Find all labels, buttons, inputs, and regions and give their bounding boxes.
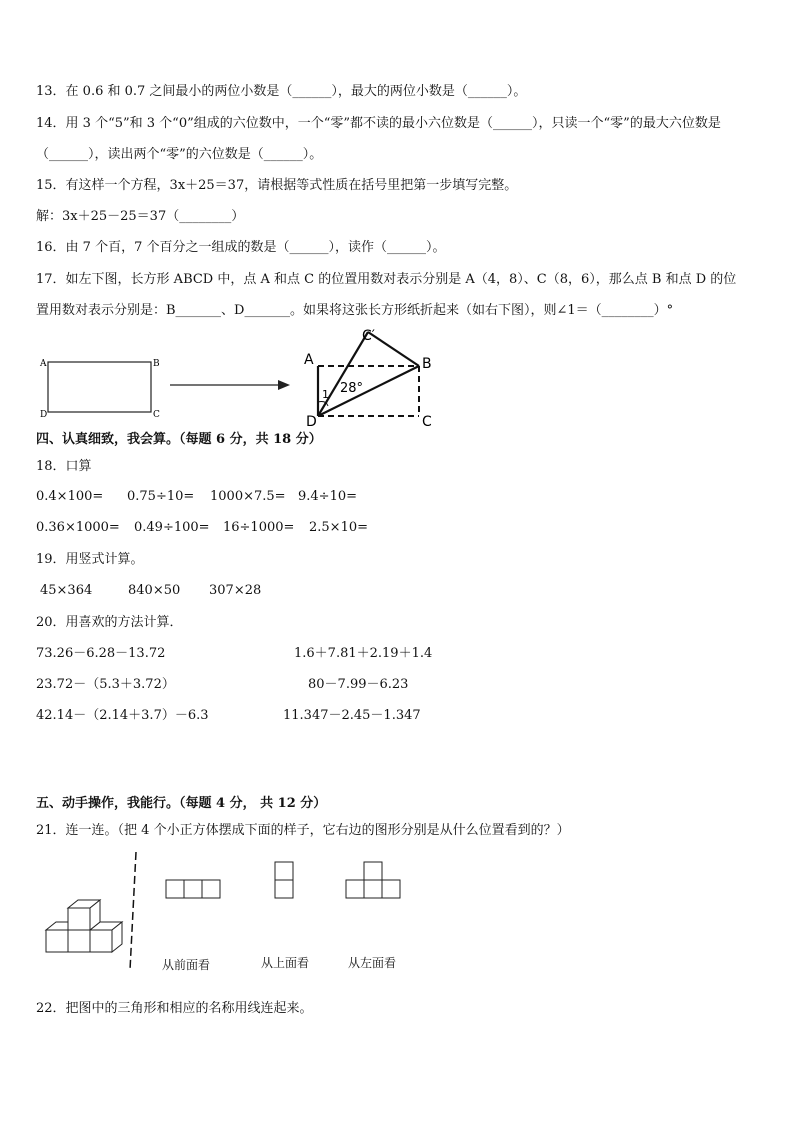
label-b: B — [153, 359, 160, 369]
question-19: 19．用竖式计算。 — [36, 552, 144, 567]
calc-right-3: 11.347－2.45－1.347 — [283, 708, 421, 723]
angle-1-label: 1 — [322, 388, 329, 401]
oral-calc-1: 0.4×100= — [36, 489, 104, 504]
section-5-heading: 五、动手操作，我能行。（每题 4 分， 共 12 分） — [36, 796, 327, 811]
angle-28-label: 28° — [340, 381, 364, 396]
view-label-front: 从前面看 — [162, 958, 211, 972]
question-14-line2: （______），读出两个“零”的六位数是（______）。 — [36, 147, 323, 162]
front-view-shape — [164, 878, 224, 900]
label-d: D — [306, 414, 317, 430]
rectangle-abcd-figure — [36, 352, 166, 422]
question-14-line1: 14．用 3 个“5”和 3 个“0”组成的六位数中，一个“零”都不读的最小六位数是（______），只读一个“零”的最大六位数是 — [36, 116, 721, 131]
question-16: 16．由 7 个百，7 个百分之一组成的数是（______），读作（______）。 — [36, 240, 446, 255]
label-c-prime: C′ — [362, 328, 375, 344]
question-17-line2: 置用数对表示分别是：B_______、D_______。如果将这张长方形纸折起来（如右下图），则∠1＝（________）° — [36, 303, 674, 318]
top-view-shape — [273, 860, 295, 900]
edge-c-prime-b — [368, 332, 419, 366]
oral-calc-7: 16÷1000= — [223, 520, 295, 535]
calc-left-3: 42.14－（2.14＋3.7）－6.3 — [36, 708, 209, 723]
rectangle-shape — [48, 362, 151, 412]
question-22: 22．把图中的三角形和相应的名称用线连起来。 — [36, 1001, 313, 1016]
oral-calc-2: 0.75÷10= — [127, 489, 195, 504]
section-4-heading: 四、认真细致，我会算。（每题 6 分，共 18 分） — [36, 432, 322, 447]
oral-calc-4: 9.4÷10= — [298, 489, 358, 504]
question-13: 13．在 0.6 和 0.7 之间最小的两位小数是（______），最大的两位小数是（______）。 — [36, 84, 527, 99]
oral-calc-6: 0.49÷100= — [134, 520, 210, 535]
dashed-divider — [128, 852, 140, 972]
question-18: 18．口算 — [36, 459, 92, 474]
question-20: 20．用喜欢的方法计算． — [36, 615, 183, 630]
vertical-calc-2: 840×50 — [128, 583, 181, 598]
calc-left-2: 23.72－（5.3＋3.72） — [36, 677, 175, 692]
cube-stack-figure — [44, 896, 126, 958]
label-c: C — [422, 414, 432, 430]
calc-left-1: 73.26－6.28－13.72 — [36, 646, 166, 661]
left-view-shape — [344, 860, 404, 900]
vertical-calc-3: 307×28 — [209, 583, 262, 598]
calc-right-1: 1.6＋7.81＋2.19＋1.4 — [294, 646, 433, 661]
question-15-solution: 解：3x＋25－25＝37（________） — [36, 209, 245, 224]
calc-right-2: 80－7.99－6.23 — [308, 677, 409, 692]
question-21: 21．连一连。（把 4 个小正方体摆成下面的样子，它右边的图形分别是从什么位置看到的？） — [36, 823, 570, 838]
question-17-line1: 17．如左下图，长方形 ABCD 中，点 A 和点 C 的位置用数对表示分别是 A（4，8）、C（8，6），那么点 B 和点 D 的位 — [36, 272, 737, 287]
oral-calc-8: 2.5×10= — [309, 520, 369, 535]
label-d: D — [40, 410, 48, 420]
folded-rectangle-figure — [300, 322, 440, 432]
question-15: 15．有这样一个方程，3x＋25＝37，请根据等式性质在括号里把第一步填写完整。 — [36, 178, 518, 193]
view-label-left: 从左面看 — [348, 956, 397, 970]
oral-calc-5: 0.36×1000= — [36, 520, 120, 535]
label-b: B — [422, 356, 432, 372]
label-a: A — [40, 359, 47, 369]
arrow-icon — [168, 378, 293, 392]
label-c: C — [153, 410, 160, 420]
view-label-top: 从上面看 — [261, 956, 310, 970]
oral-calc-3: 1000×7.5= — [210, 489, 286, 504]
vertical-calc-1: 45×364 — [40, 583, 93, 598]
label-a: A — [304, 352, 314, 368]
